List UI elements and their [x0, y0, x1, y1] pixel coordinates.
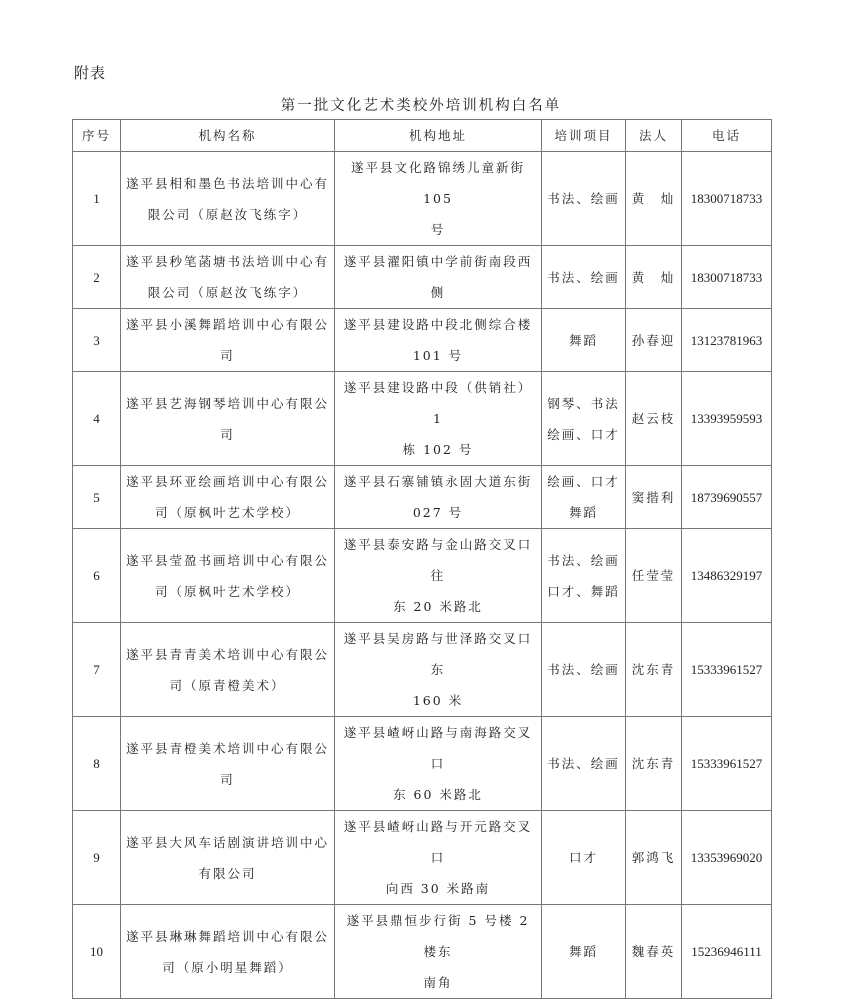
cell-legal: 任莹莹: [626, 529, 682, 623]
cell-address-line: 遂平县文化路锦绣儿童新街 105: [350, 160, 525, 206]
cell-no: 5: [73, 466, 121, 529]
cell-legal: 沈东青: [626, 623, 682, 717]
table-row: [73, 717, 772, 811]
cell-legal: 窦揩利: [626, 466, 682, 529]
cell-address-line: 027 号: [412, 505, 464, 520]
cell-project: [542, 717, 626, 811]
cell-no: 4: [73, 372, 121, 466]
cell-address-line: 160 米: [412, 693, 464, 708]
cell-no: 6: [73, 529, 121, 623]
cell-no: 9: [73, 811, 121, 905]
cell-name-line: 遂平县大风车话剧演讲培训中心: [125, 834, 329, 850]
cell-name: [121, 811, 335, 905]
cell-address-line: 遂平县鼎恒步行街 5 号楼 2 楼东: [346, 913, 530, 959]
table-row: [73, 623, 772, 717]
cell-legal: 黄 灿: [626, 152, 682, 246]
cell-address: [335, 372, 542, 466]
cell-no: 8: [73, 717, 121, 811]
cell-name: [121, 905, 335, 999]
cell-legal: 黄 灿: [626, 246, 682, 309]
cell-phone: 15333961527: [682, 623, 772, 717]
column-header-no: 序号: [73, 120, 121, 152]
cell-legal: 郭鸿飞: [626, 811, 682, 905]
cell-project: [542, 152, 626, 246]
cell-name-line: 司（原青橙美术）: [169, 677, 286, 693]
cell-address: [335, 529, 542, 623]
cell-address-line: 向西 30 米路南: [385, 881, 491, 896]
cell-legal: 赵云枝: [626, 372, 682, 466]
cell-name: [121, 623, 335, 717]
cell-project-line: 绘画、口才: [547, 426, 620, 442]
table-row: [73, 905, 772, 999]
cell-name-line: 遂平县秒笔菡塘书法培训中心有: [125, 254, 329, 269]
cell-address-line: 遂平县石寨铺镇永固大道东街: [343, 474, 533, 489]
cell-phone: 15333961527: [682, 717, 772, 811]
cell-no: 3: [73, 309, 121, 372]
cell-phone: 13486329197: [682, 529, 772, 623]
cell-address: [335, 623, 542, 717]
cell-name-line: 司: [220, 348, 235, 363]
cell-name-line: 司（原小明星舞蹈）: [162, 959, 293, 975]
cell-no: 2: [73, 246, 121, 309]
cell-address: [335, 309, 542, 372]
cell-phone: 18739690557: [682, 466, 772, 529]
cell-address-line: 101 号: [412, 348, 464, 363]
cell-project: [542, 623, 626, 717]
cell-name: [121, 529, 335, 623]
cell-name-line: 遂平县环亚绘画培训中心有限公: [125, 474, 329, 489]
cell-name-line: 遂平县青青美术培训中心有限公: [125, 646, 329, 662]
cell-address-line: 遂平县嵖岈山路与开元路交叉口: [343, 819, 533, 865]
table-row: [73, 529, 772, 623]
cell-name: [121, 717, 335, 811]
cell-address-line: 遂平县嵖岈山路与南海路交叉口: [343, 725, 533, 771]
cell-project: [542, 466, 626, 529]
cell-name-line: 遂平县琳琳舞蹈培训中心有限公: [125, 928, 329, 944]
cell-project-line: 书法、绘画: [547, 756, 620, 771]
cell-project-line: 舞蹈: [568, 505, 598, 520]
table-row: [73, 811, 772, 905]
cell-phone: 18300718733: [682, 152, 772, 246]
cell-phone: 13393959593: [682, 372, 772, 466]
cell-project-line: 口才、舞蹈: [547, 583, 620, 599]
cell-legal: 沈东青: [626, 717, 682, 811]
cell-project-line: 舞蹈: [568, 944, 598, 959]
cell-address-line: 南角: [423, 975, 453, 990]
table-row: [73, 309, 772, 372]
cell-project-line: 书法、绘画: [547, 269, 620, 285]
table-row: [73, 152, 772, 246]
cell-name-line: 遂平县莹盈书画培训中心有限公: [125, 552, 329, 568]
cell-project: [542, 246, 626, 309]
cell-address: [335, 246, 542, 309]
cell-project: [542, 372, 626, 466]
cell-name-line: 遂平县艺海钢琴培训中心有限公: [125, 395, 329, 411]
cell-name-line: 司: [220, 771, 235, 787]
table-row: [73, 466, 772, 529]
cell-phone: 18300718733: [682, 246, 772, 309]
cell-project-line: 书法、绘画: [547, 662, 620, 677]
cell-address-line: 栋 102 号: [402, 442, 474, 457]
cell-name: [121, 152, 335, 246]
cell-project-line: 绘画、口才: [547, 474, 620, 489]
cell-no: 7: [73, 623, 121, 717]
cell-name-line: 司: [220, 426, 235, 442]
cell-project-line: 书法、绘画: [547, 191, 620, 206]
cell-phone: 15236946111: [682, 905, 772, 999]
cell-name-line: 司（原枫叶艺术学校）: [154, 583, 300, 599]
cell-project-line: 舞蹈: [568, 332, 598, 348]
table-header-row: [73, 120, 772, 152]
table-row: [73, 372, 772, 466]
cell-no: 1: [73, 152, 121, 246]
cell-project: [542, 811, 626, 905]
cell-project: [542, 905, 626, 999]
cell-name-line: 遂平县相和墨色书法培训中心有: [125, 175, 329, 191]
column-header-phone: 电话: [682, 120, 772, 152]
cell-project: [542, 309, 626, 372]
cell-project-line: 口才: [568, 850, 598, 865]
table-row: [73, 246, 772, 309]
cell-address-line: 遂平县濯阳镇中学前街南段西侧: [343, 254, 533, 300]
cell-phone: 13353969020: [682, 811, 772, 905]
cell-address: [335, 152, 542, 246]
column-header-project: 培训项目: [542, 120, 626, 152]
whitelist-table: [72, 119, 772, 999]
cell-address: [335, 717, 542, 811]
cell-name-line: 有限公司: [198, 865, 257, 881]
cell-address: [335, 466, 542, 529]
cell-name-line: 限公司（原赵汝飞练字）: [147, 285, 308, 300]
cell-name: [121, 309, 335, 372]
cell-project: [542, 529, 626, 623]
document-title: 第一批文化艺术类校外培训机构白名单: [280, 98, 562, 114]
column-header-legal: 法人: [626, 120, 682, 152]
cell-no: 10: [73, 905, 121, 999]
attachment-label: 附表: [74, 64, 107, 82]
cell-address-line: 东 20 米路北: [393, 599, 483, 614]
cell-phone: 13123781963: [682, 309, 772, 372]
cell-name-line: 遂平县小溪舞蹈培训中心有限公: [125, 317, 329, 332]
column-header-address: 机构地址: [335, 120, 542, 152]
cell-project-line: 书法、绘画: [547, 552, 620, 568]
cell-name: [121, 246, 335, 309]
cell-address-line: 遂平县建设路中段北侧综合楼: [343, 317, 533, 332]
cell-name-line: 遂平县青橙美术培训中心有限公: [125, 740, 329, 756]
cell-name-line: 司（原枫叶艺术学校）: [154, 505, 300, 520]
cell-name: [121, 372, 335, 466]
cell-name-line: 限公司（原赵汝飞练字）: [147, 206, 308, 222]
column-header-name: 机构名称: [121, 120, 335, 152]
cell-address: [335, 905, 542, 999]
cell-address: [335, 811, 542, 905]
cell-legal: 孙春迎: [626, 309, 682, 372]
cell-address-line: 号: [430, 222, 446, 237]
cell-name: [121, 466, 335, 529]
cell-legal: 魏春英: [626, 905, 682, 999]
cell-address-line: 东 60 米路北: [393, 787, 483, 802]
cell-project-line: 钢琴、书法: [547, 395, 620, 411]
cell-address-line: 遂平县泰安路与金山路交叉口往: [343, 537, 533, 583]
cell-address-line: 遂平县建设路中段（供销社）1: [343, 380, 533, 426]
cell-address-line: 遂平县吴房路与世泽路交叉口东: [343, 631, 533, 677]
